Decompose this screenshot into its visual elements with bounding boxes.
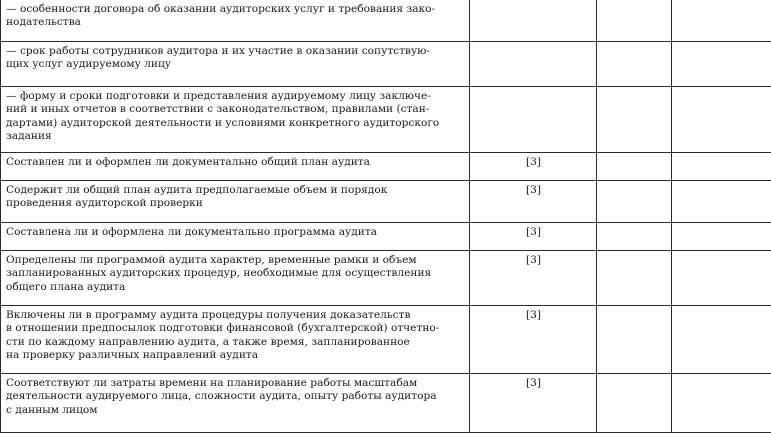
empty-cell [597, 251, 672, 306]
reference-cell: [3] [470, 223, 597, 251]
empty-cell [672, 181, 771, 223]
question-cell [1, 374, 470, 433]
question-text-line: Включены ли в программу аудита процедуры получения доказательств [6, 309, 465, 322]
question-text-line: Соответствуют ли затраты времени на планирование работы масштабам [6, 377, 465, 390]
table-row [1, 251, 771, 306]
question-text-line: нодательства [6, 16, 465, 29]
reference-cell [470, 42, 597, 87]
empty-cell [672, 87, 771, 153]
empty-cell [597, 42, 672, 87]
empty-cell [597, 181, 672, 223]
empty-cell [597, 87, 672, 153]
table-row [1, 181, 771, 223]
question-cell [1, 87, 470, 153]
empty-cell [597, 153, 672, 181]
table-row [1, 223, 771, 251]
reference-cell [470, 87, 597, 153]
empty-cell [672, 223, 771, 251]
question-text-line: Составлена ли и оформлена ли документально программа аудита [6, 226, 465, 239]
question-text-line: задания [6, 130, 465, 143]
question-cell [1, 251, 470, 306]
question-cell [1, 181, 470, 223]
empty-cell [672, 306, 771, 374]
question-text-line: запланированных аудиторских процедур, необходимые для осуществления [6, 267, 465, 280]
table-row [1, 306, 771, 374]
reference-cell: [3] [470, 251, 597, 306]
reference-cell [470, 0, 597, 42]
empty-cell [672, 153, 771, 181]
question-text-line: с данным лицом [6, 404, 465, 417]
empty-cell [672, 42, 771, 87]
question-text-line: Определены ли программой аудита характер, временные рамки и объем [6, 254, 465, 267]
empty-cell [672, 374, 771, 433]
question-text-line: ний и иных отчетов в соответствии с законодательством, правилами (стан- [6, 103, 465, 116]
question-text-line: в отношении предпосылок подготовки финансовой (бухгалтерской) отчетно- [6, 322, 465, 335]
question-cell [1, 0, 470, 42]
empty-cell [597, 374, 672, 433]
question-text-line: Содержит ли общий план аудита предполагаемые объем и порядок [6, 184, 465, 197]
table-row [1, 42, 771, 87]
question-cell [1, 153, 470, 181]
question-text-line: — особенности договора об оказании аудиторских услуг и требования зако- [6, 3, 465, 16]
empty-cell [597, 0, 672, 42]
question-text-line: проведения аудиторской проверки [6, 197, 465, 210]
question-cell [1, 223, 470, 251]
question-text-line: деятельности аудируемого лица, сложности аудита, опыту работы аудитора [6, 390, 465, 403]
empty-cell [597, 306, 672, 374]
reference-cell: [3] [470, 306, 597, 374]
question-text-line: дартами) аудиторской деятельности и условиями конкретного аудиторского [6, 117, 465, 130]
question-text-line: сти по каждому направлению аудита, а также время, запланированное [6, 336, 465, 349]
question-text-line: — форму и сроки подготовки и представления аудируемому лицу заключе- [6, 90, 465, 103]
question-text-line: Составлен ли и оформлен ли документально общий план аудита [6, 156, 465, 169]
reference-cell: [3] [470, 153, 597, 181]
question-cell [1, 306, 470, 374]
table-row [1, 153, 771, 181]
question-text-line: — срок работы сотрудников аудитора и их участие в оказании сопутствую- [6, 45, 465, 58]
question-cell [1, 42, 470, 87]
empty-cell [597, 223, 672, 251]
question-text-line: щих услуг аудируемому лицу [6, 58, 465, 71]
empty-cell [672, 0, 771, 42]
question-text-line: на проверку различных направлений аудита [6, 349, 465, 362]
reference-cell: [3] [470, 374, 597, 433]
reference-cell: [3] [470, 181, 597, 223]
table-row [1, 87, 771, 153]
empty-cell [672, 251, 771, 306]
table-row [1, 0, 771, 42]
question-text-line: общего плана аудита [6, 281, 465, 294]
table-row [1, 374, 771, 433]
